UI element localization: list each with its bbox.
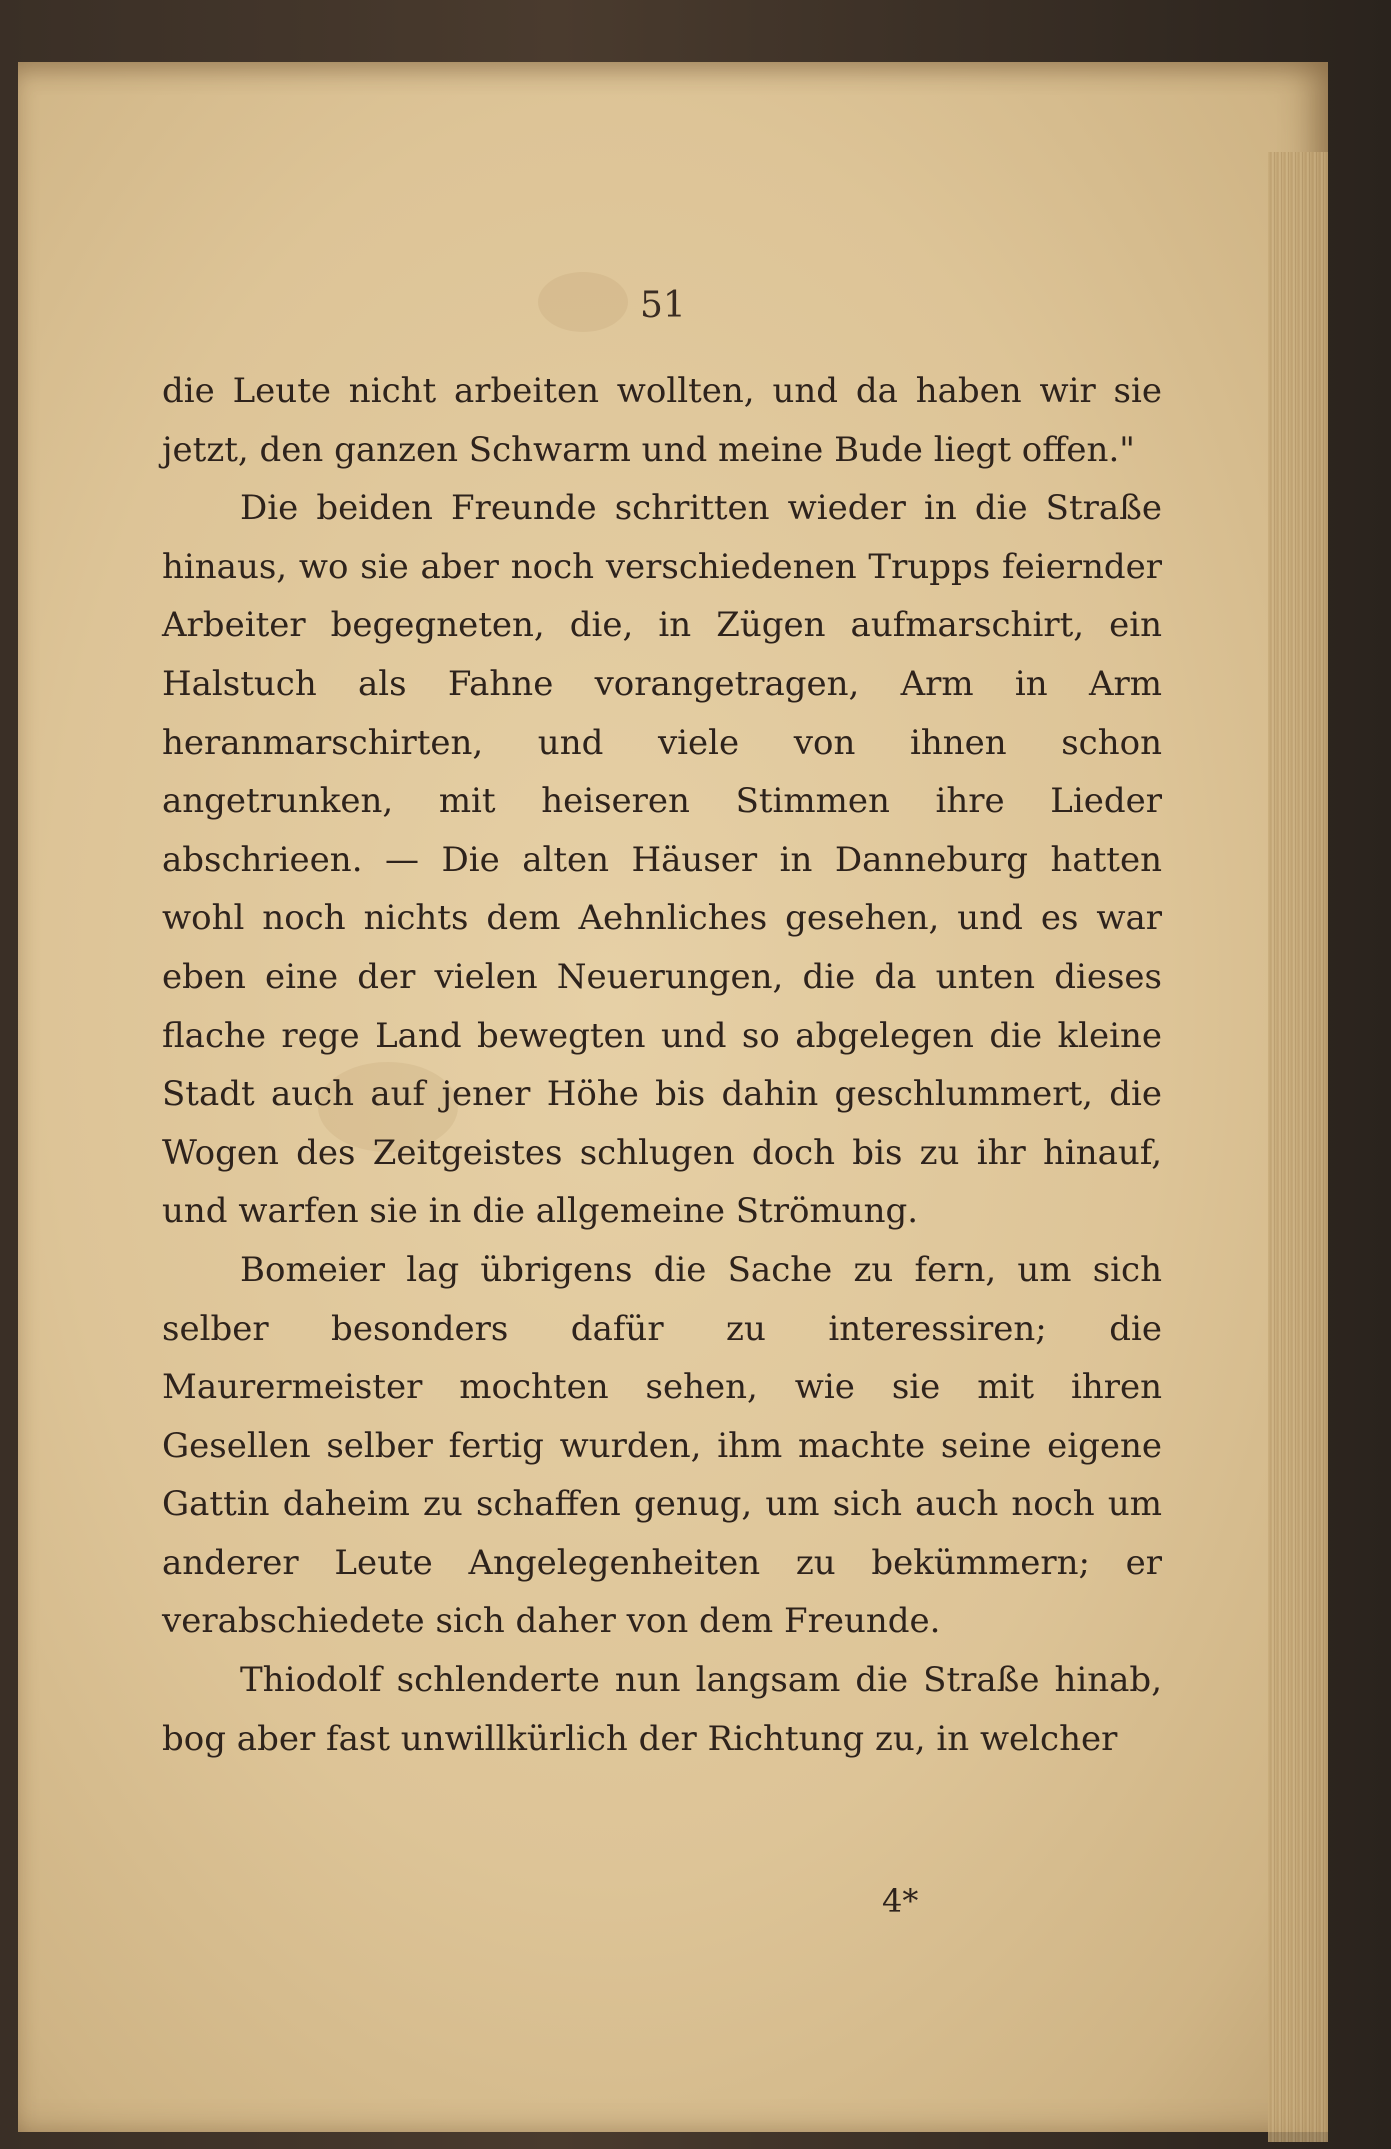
paragraph: Die beiden Freunde schritten wieder in die Straße hinaus, wo sie aber noch verschiedenen Trupps feiernder Arbeiter begegneten, die, in Zügen aufmarschirt, ein Halstuch als Fahne vorangetragen, Arm in Arm heranmarschirten, und viele von ihnen schon angetrunken, mit heiseren Stimmen ihre Lieder abschrieen. — Die alten Häuser in Danneburg hatten wohl noch nichts dem Aehnliches gesehen, und es war eben eine der vielen Neuerungen, die da unten dieses flache rege Land bewegten und so abgelegen die kleine Stadt auch auf jener Höhe bis dahin geschlummert, die Wogen des Zeitgeistes schlugen doch bis zu ihr hinauf, und warfen sie in die allgemeine Strömung.: [162, 488, 1162, 1232]
signature-mark: 4*: [882, 1882, 919, 1920]
paper-stain: [538, 272, 628, 332]
paragraph: die Leute nicht arbeiten wollten, und da haben wir sie jetzt, den ganzen Schwarm und meine Bude liegt offen.": [162, 371, 1162, 470]
paragraph: Thiodolf schlenderte nun langsam die Straße hinab, bog aber fast unwillkürlich der Richtung zu, in welcher: [162, 1660, 1162, 1759]
page-number: 51: [640, 285, 686, 326]
paragraph: Bomeier lag übrigens die Sache zu fern, um sich selber besonders dafür zu interessiren; die Maurermeister mochten sehen, wie sie mit ihren Gesellen selber fertig wurden, ihm machte seine eigene Gattin daheim zu schaffen genug, um sich auch noch um anderer Leute Angelegenheiten zu bekümmern; er verabschiedete sich daher von dem Freunde.: [162, 1249, 1162, 1642]
body-text: [162, 362, 1162, 1768]
page-edges: [1268, 152, 1328, 2142]
